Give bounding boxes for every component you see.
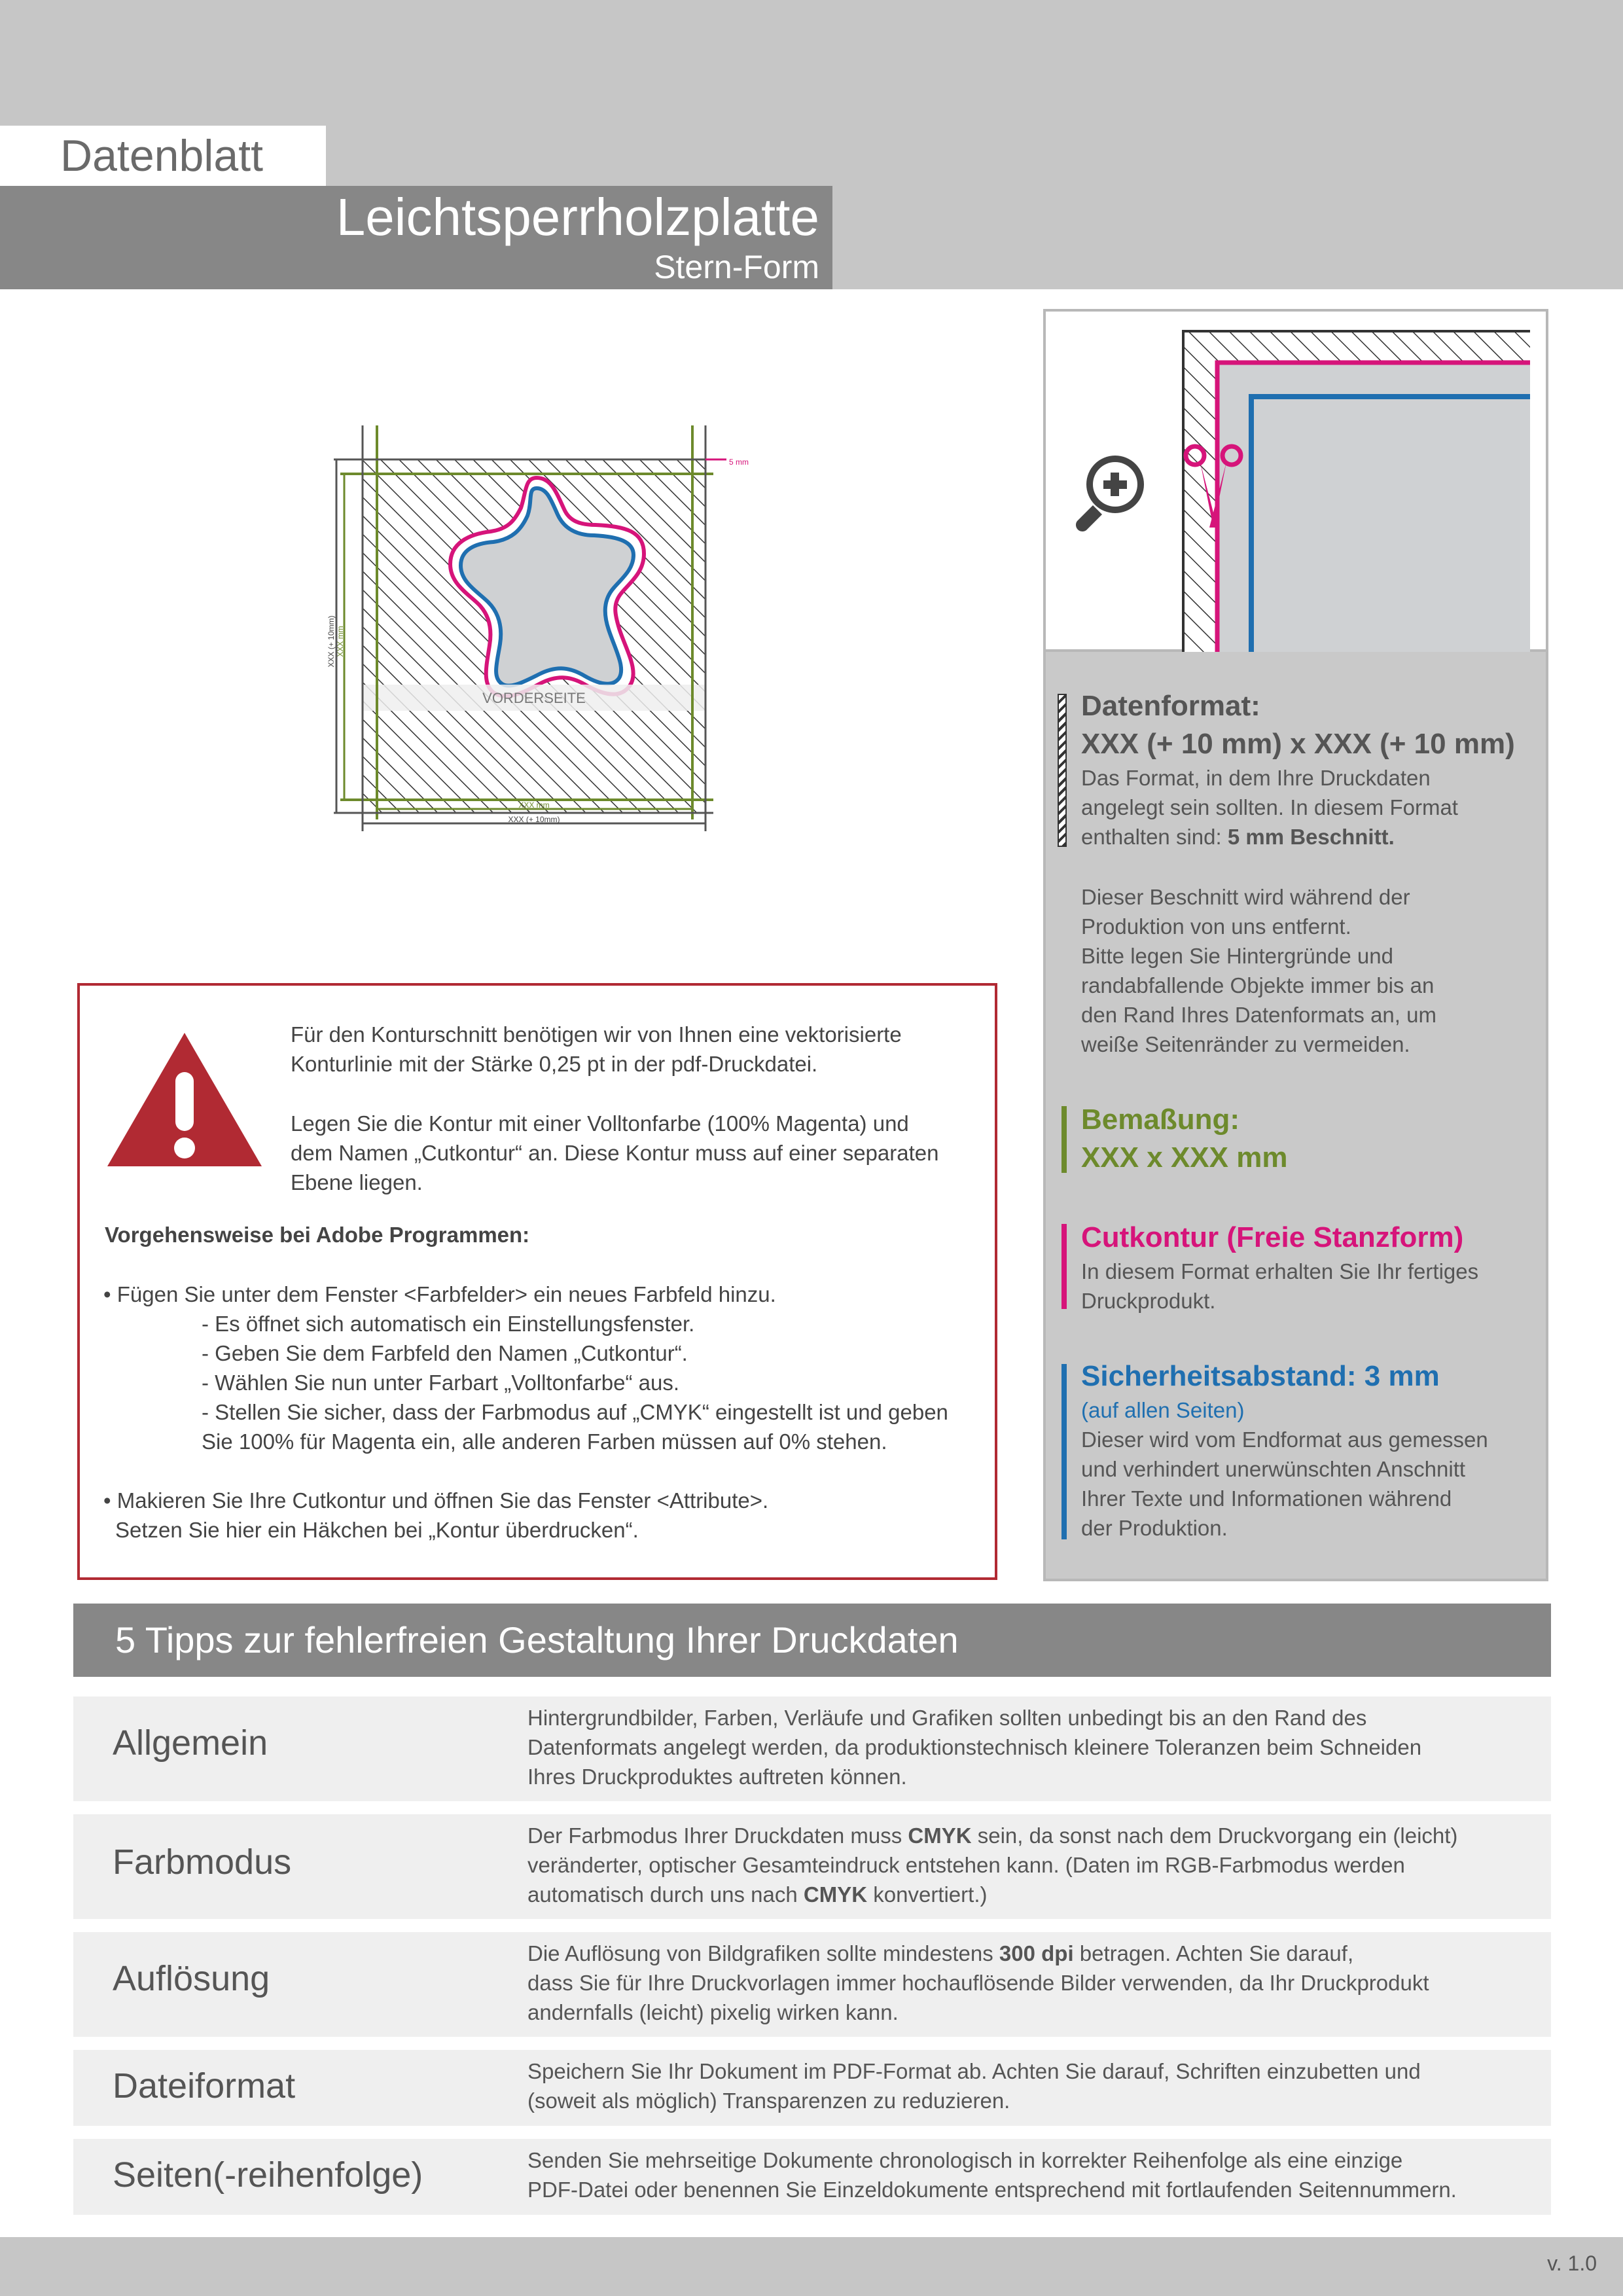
- version-label: v. 1.0: [1547, 2251, 1597, 2275]
- tip-text: Speichern Sie Ihr Dokument im PDF-Format ab. Achten Sie darauf, Schriften einzubetten und (soweit als möglich) Transparenzen zu reduzieren.: [527, 2059, 1421, 2113]
- footer-band: [0, 2237, 1623, 2296]
- sicherheit-sub: (auf allen Seiten): [1081, 1398, 1245, 1422]
- cutkontur-bar: [1061, 1224, 1067, 1309]
- dim-inner-x: XXX mm: [518, 800, 550, 810]
- warning-intro-2: Konturlinie mit der Stärke 0,25 pt in der pdf-Druckdatei.: [291, 1052, 818, 1076]
- datenblatt-label: Datenblatt: [60, 131, 263, 181]
- datenformat-text-2: angelegt sein sollten. In diesem Format: [1081, 795, 1458, 819]
- zoom-plus-icon: [1076, 456, 1144, 531]
- tip-label: Seiten(-reihenfolge): [113, 2155, 423, 2195]
- bemassung-heading: Bemaßung:: [1081, 1103, 1240, 1136]
- procedure-heading: Vorgehensweise bei Adobe Programmen:: [105, 1223, 530, 1247]
- procedure-substep: - Es öffnet sich automatisch ein Einstellungsfenster.: [202, 1312, 695, 1336]
- tips-heading: 5 Tipps zur fehlerfreien Gestaltung Ihrer Druckdaten: [115, 1619, 959, 1660]
- beschnitt-note-line: Bitte legen Sie Hintergründe und: [1081, 944, 1393, 968]
- cutkontur-block: [1081, 1219, 1478, 1316]
- page-subtitle: Stern-Form: [654, 249, 819, 285]
- sicherheit-heading: Sicherheitsabstand: 3 mm: [1081, 1360, 1440, 1392]
- bemassung-bar: [1061, 1106, 1067, 1173]
- datenformat-text-1: Das Format, in dem Ihre Druckdaten: [1081, 766, 1431, 790]
- procedure-step-2: • Makieren Sie Ihre Cutkontur und öffnen Sie das Fenster <Attribute>.: [103, 1488, 769, 1513]
- sicherheit-text: der Produktion.: [1081, 1516, 1228, 1540]
- procedure-substep: Sie 100% für Magenta ein, alle anderen Farben müssen auf 0% stehen.: [202, 1429, 887, 1454]
- datenformat-block: [1081, 687, 1515, 852]
- warning-para-2: dem Namen „Cutkontur“ an. Diese Kontur muss auf einer separaten: [291, 1141, 939, 1165]
- page-title: Leichtsperrholzplatte: [336, 188, 819, 246]
- cutkontur-heading: Cutkontur (Freie Stanzform): [1081, 1221, 1464, 1253]
- tip-label: Auflösung: [113, 1959, 270, 1998]
- cutkontur-text: Druckprodukt.: [1081, 1289, 1216, 1313]
- warning-para-1: Legen Sie die Kontur mit einer Volltonfarbe (100% Magenta) und: [291, 1111, 909, 1136]
- datenformat-heading: Datenformat:: [1081, 690, 1260, 722]
- tip-text: Der Farbmodus Ihrer Druckdaten muss CMYK sein, da sonst nach dem Druckvorgang ein (leicht) veränderter, optischer Gesamteindruck entstehen kann. (Daten im RGB-Farbmodus werden automatisch durch uns nach CMYK konvertiert.): [527, 1823, 1458, 1907]
- procedure-substep: - Stellen Sie sicher, dass der Farbmodus auf „CMYK“ eingestellt ist und geben: [202, 1400, 948, 1424]
- star-layout-diagram: [321, 419, 792, 838]
- beschnitt-note-line: den Rand Ihres Datenformats an, um: [1081, 1003, 1436, 1027]
- beschnitt-note-line: randabfallende Objekte immer bis an: [1081, 973, 1435, 997]
- dim-outer-y: XXX (+ 10mm): [327, 615, 336, 668]
- procedure-substep: - Geben Sie dem Farbfeld den Namen „Cutkontur“.: [202, 1341, 688, 1365]
- tip-label: Dateiformat: [113, 2066, 296, 2106]
- sicherheit-block: [1081, 1357, 1488, 1543]
- procedure-step-2-cont: Setzen Sie hier ein Häkchen bei „Kontur überdrucken“.: [115, 1518, 639, 1542]
- zoom-detail-graphic: [1046, 312, 1546, 652]
- bemassung-block: [1081, 1101, 1287, 1177]
- sicherheit-text: Ihrer Texte und Informationen während: [1081, 1486, 1452, 1511]
- warning-para-3: Ebene liegen.: [291, 1170, 423, 1194]
- warning-icon: [105, 1030, 264, 1169]
- sicherheit-text: Dieser wird vom Endformat aus gemessen: [1081, 1427, 1488, 1452]
- tip-text: Die Auflösung von Bildgrafiken sollte mindestens 300 dpi betragen. Achten Sie darauf, dass Sie für Ihre Druckvorlagen immer hochauflösende Bilder verwenden, da Ihr Druckprodukt andernfalls (leicht) pixelig wirken kann.: [527, 1941, 1429, 2024]
- procedure-substep: - Wählen Sie nun unter Farbart „Volltonfarbe“ aus.: [202, 1371, 680, 1395]
- sicherheit-text: und verhindert unerwünschten Anschnitt: [1081, 1457, 1466, 1481]
- beschnitt-note-line: weiße Seitenränder zu vermeiden.: [1081, 1032, 1410, 1056]
- bemassung-value: XXX x XXX mm: [1081, 1141, 1288, 1174]
- datenformat-size: XXX (+ 10 mm) x XXX (+ 10 mm): [1081, 728, 1515, 760]
- front-side-label: VORDERSEITE: [482, 690, 586, 706]
- datenformat-bar: [1058, 694, 1067, 847]
- beschnitt-note-line: Produktion von uns entfernt.: [1081, 914, 1351, 939]
- procedure-step-1: • Fügen Sie unter dem Fenster <Farbfelder> ein neues Farbfeld hinzu.: [103, 1282, 776, 1306]
- datenformat-text-3: enthalten sind: 5 mm Beschnitt.: [1081, 825, 1395, 849]
- warning-intro-1: Für den Konturschnitt benötigen wir von Ihnen eine vektorisierte: [291, 1022, 902, 1047]
- beschnitt-note: [1081, 882, 1436, 1059]
- cutkontur-text: In diesem Format erhalten Sie Ihr fertiges: [1081, 1259, 1479, 1283]
- beschnitt-note-line: Dieser Beschnitt wird während der: [1081, 885, 1410, 909]
- sicherheit-bar: [1061, 1364, 1067, 1539]
- tip-text: Hintergrundbilder, Farben, Verläufe und Grafiken sollten unbedingt bis an den Rand des Datenformats angelegt werden, da produktionstechnisch kleinere Toleranzen beim Schneiden Ihres Druckproduktes auftreten können.: [527, 1706, 1422, 1789]
- dim-outer-x: XXX (+ 10mm): [508, 815, 560, 824]
- tip-text: Senden Sie mehrseitige Dokumente chronologisch in korrekter Reihenfolge als eine einzige PDF-Datei oder benennen Sie Einzeldokumente entsprechend mit fortlaufenden Seitennummern.: [527, 2148, 1457, 2202]
- tip-label: Farbmodus: [113, 1842, 292, 1882]
- bleed-label: 5 mm: [729, 457, 749, 467]
- tip-label: Allgemein: [113, 1723, 268, 1763]
- dim-inner-y: XXX mm: [336, 626, 345, 657]
